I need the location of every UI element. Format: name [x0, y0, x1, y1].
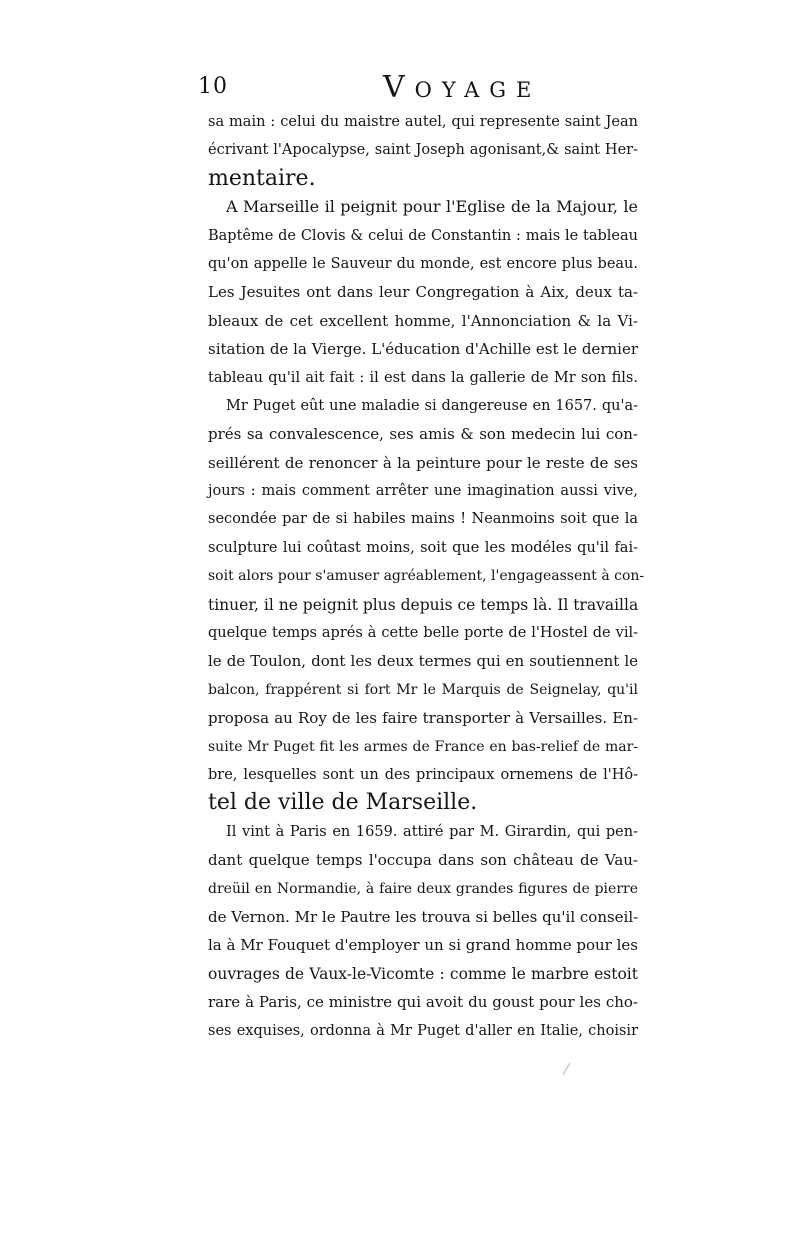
text-line: sa main : celui du maistre autel, qui represente saint Jean — [208, 114, 638, 130]
text-line: dant quelque temps l'occupa dans son château de Vau- — [208, 851, 638, 870]
text-line: bre, lesquelles sont un des principaux ornemens de l'Hô- — [208, 766, 638, 783]
text-line: la à Mr Fouquet d'employer un si grand homme pour les — [208, 936, 638, 955]
text-line: ses exquises, ordonna à Mr Puget d'aller en Italie, choisir — [208, 1022, 638, 1039]
text-line: sculpture lui coûtast moins, soit que les modéles qu'il fai- — [208, 539, 638, 556]
text-line: Baptême de Clovis & celui de Constantin : mais le tableau — [208, 227, 638, 244]
text-line: suite Mr Puget fit les armes de France en bas-relief de mar- — [208, 738, 638, 755]
text-line: qu'on appelle le Sauveur du monde, est encore plus beau. — [208, 255, 638, 272]
running-title: Voyage — [383, 70, 542, 105]
running-head — [198, 70, 598, 110]
text-line: soit alors pour s'amuser agréablement, l'engageassent à con- — [208, 568, 645, 585]
text-line: de Vernon. Mr le Pautre les trouva si belles qu'il conseil- — [208, 907, 639, 926]
text-line: rare à Paris, ce ministre qui avoit du goust pour les cho- — [208, 993, 638, 1012]
text-line: mentaire. — [208, 165, 316, 191]
text-line: jours : mais comment arrêter une imagination aussi vive, — [208, 483, 638, 500]
text-line: tel de ville de Marseille. — [208, 790, 478, 816]
text-line: seillérent de renoncer à la peinture pour le reste de ses — [208, 453, 638, 472]
text-line: le de Toulon, dont les deux termes qui en soutiennent le — [208, 652, 638, 671]
text-line: A Marseille il peignit pour l'Eglise de la Majour, le — [226, 197, 638, 217]
text-line: Mr Puget eût une maladie si dangereuse en 1657. qu'a- — [226, 397, 638, 414]
text-line: secondée par de si habiles mains ! Neanmoins soit que la — [208, 511, 638, 528]
text-line: balcon, frappérent si fort Mr le Marquis de Seignelay, qu'il — [208, 681, 638, 698]
text-line: Les Jesuites ont dans leur Congregation à Aix, deux ta- — [208, 283, 638, 302]
text-line: quelque temps aprés à cette belle porte de l'Hostel de vil- — [208, 625, 638, 642]
body-text — [208, 108, 645, 1045]
text-line: dreüil en Normandie, à faire deux grandes figures de pierre — [208, 880, 638, 897]
text-line: tinuer, il ne peignit plus depuis ce temps là. Il travailla — [208, 595, 639, 614]
text-line: tableau qu'il ait fait : il est dans la gallerie de Mr son fils. — [208, 369, 638, 386]
text-line: Il vint à Paris en 1659. attiré par M. Girardin, qui pen- — [226, 823, 638, 840]
pencil-mark — [563, 1062, 572, 1075]
text-line: proposa au Roy de les faire transporter à Versailles. En- — [208, 709, 638, 728]
text-line: écrivant l'Apocalypse, saint Joseph agonisant,& saint Her- — [208, 142, 638, 159]
page-number: 10 — [198, 74, 228, 99]
text-line: bleaux de cet excellent homme, l'Annonciation & la Vi- — [208, 311, 638, 330]
text-line: prés sa convalescence, ses amis & son medecin lui con- — [208, 425, 638, 444]
text-line: ouvrages de Vaux-le-Vicomte : comme le marbre estoit — [208, 964, 638, 983]
text-line: sitation de la Vierge. L'éducation d'Achille est le dernier — [208, 340, 638, 359]
